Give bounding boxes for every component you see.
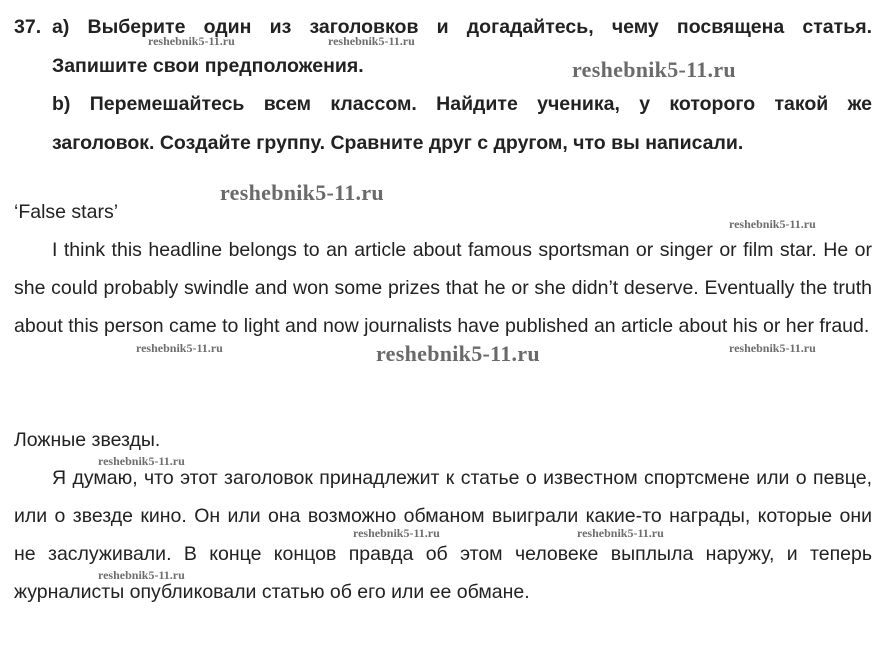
- english-headline: ‘False stars’: [14, 201, 119, 223]
- watermark: reshebnik5-11.ru: [148, 34, 235, 48]
- watermark: reshebnik5-11.ru: [577, 526, 664, 540]
- task-line-b: b) Перемешайтесь всем классом. Найдите ученика, у которого такой же: [52, 93, 872, 115]
- watermark: reshebnik5-11.ru: [729, 217, 816, 231]
- russian-answer: [14, 421, 872, 611]
- watermark: reshebnik5-11.ru: [572, 57, 736, 82]
- russian-headline: Ложные звезды.: [14, 429, 161, 451]
- watermark: reshebnik5-11.ru: [98, 568, 185, 582]
- russian-paragraph: Я думаю, что этот заголовок принадлежит к статье о известном спортсмене или о певце, или о звезде кино. Он или она возможно обманом выиграли какие-то награды, которые они не заслуживали. В конце концов правда об этом человеке выплыла наружу, и теперь журналисты опубликовали статью об его или ее обмане.: [14, 467, 872, 603]
- watermark: reshebnik5-11.ru: [328, 34, 415, 48]
- watermark: reshebnik5-11.ru: [376, 341, 540, 366]
- task-line-a-cont: Запишите свои предположения.: [52, 54, 364, 77]
- task-instructions: [14, 8, 872, 162]
- watermark: reshebnik5-11.ru: [353, 526, 440, 540]
- watermark: reshebnik5-11.ru: [729, 341, 816, 355]
- watermark: reshebnik5-11.ru: [98, 454, 185, 468]
- english-paragraph: I think this headline belongs to an article about famous sportsman or singer or film star. He or she could probably swindle and won some prizes that he or she didn’t deserve. Eventually the truth about this person came to light and now journalists have published an article about his or her fraud.: [14, 239, 872, 337]
- task-line-a: a) Выберите один из заголовков и догадайтесь, чему посвящена статья.: [52, 16, 872, 38]
- english-answer: [14, 193, 872, 345]
- task-number: 37.: [14, 16, 42, 38]
- task-line-b-cont: заголовок. Создайте группу. Сравните друг с другом, что вы написали.: [52, 131, 744, 154]
- watermark: reshebnik5-11.ru: [136, 341, 223, 355]
- watermark: reshebnik5-11.ru: [220, 180, 384, 205]
